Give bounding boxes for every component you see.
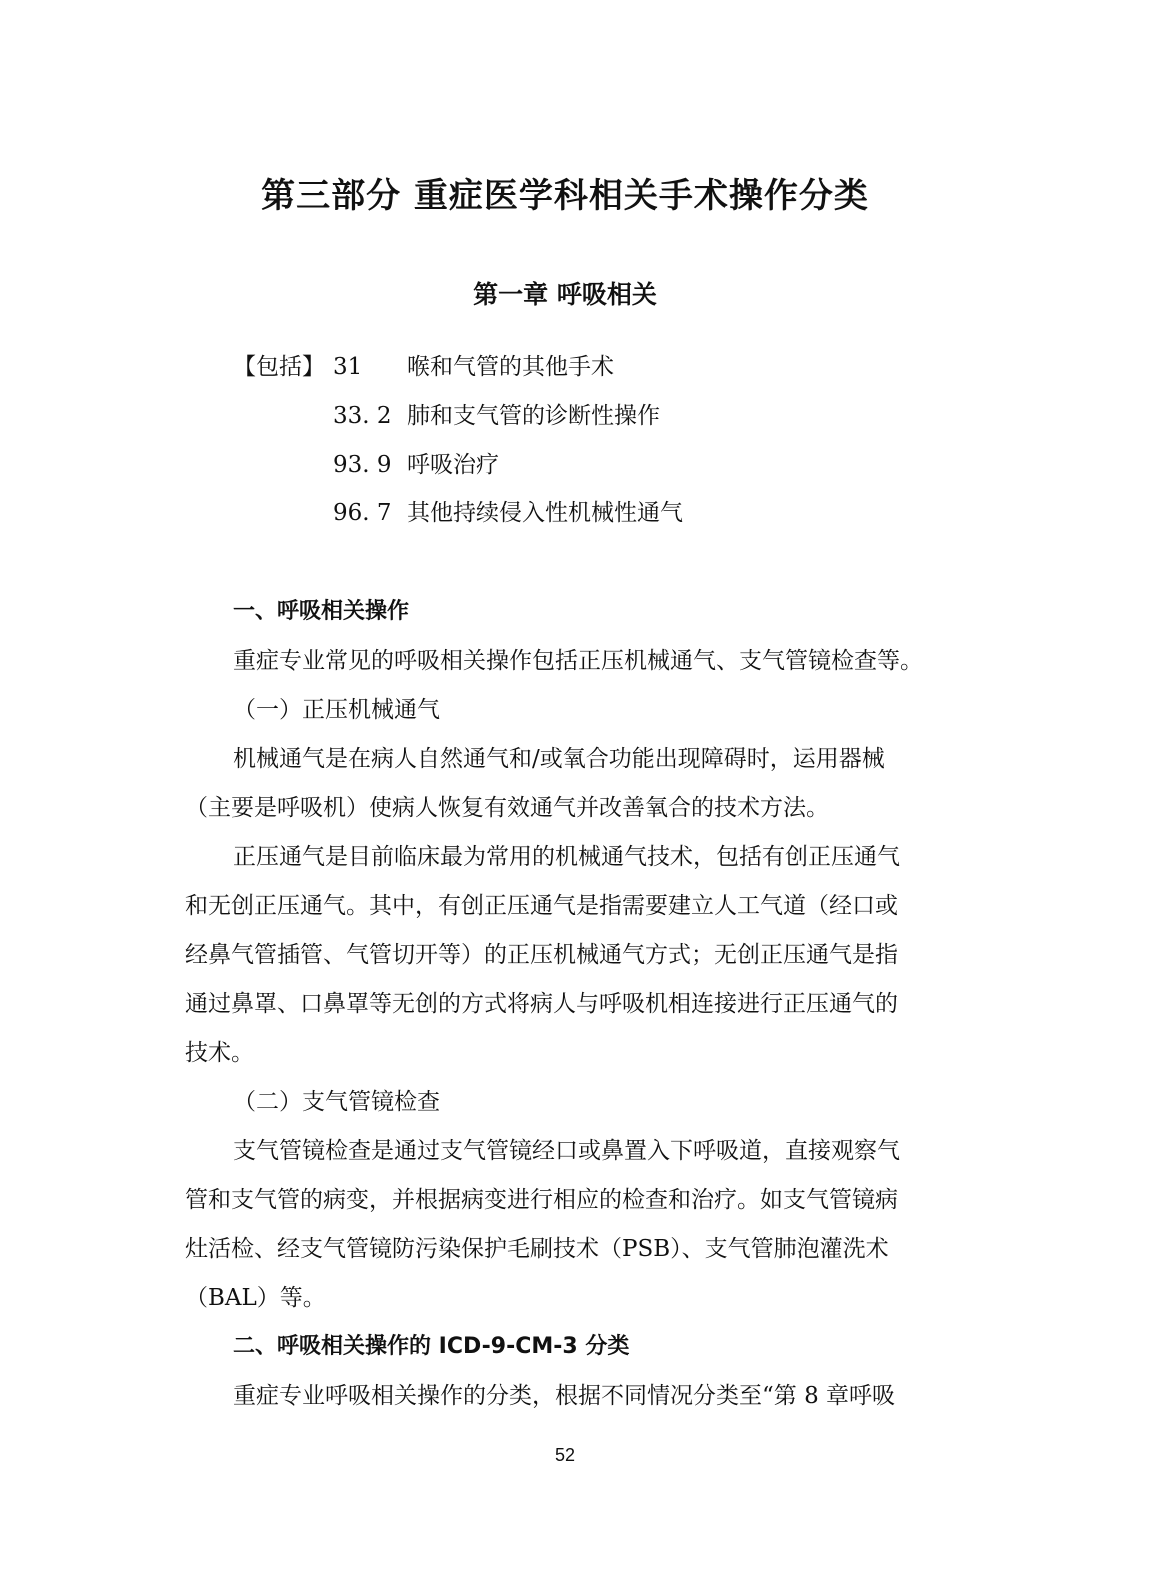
paragraph-line: （BAL）等。 xyxy=(185,1285,326,1311)
includes-description: 喉和气管的其他手术 xyxy=(407,354,614,380)
section-heading: 二、呼吸相关操作的 ICD-9-CM-3 分类 xyxy=(233,1334,630,1359)
paragraph-line: 正压通气是目前临床最为常用的机械通气技术，包括有创正压通气 xyxy=(233,844,900,870)
includes-code: 93. 9 xyxy=(333,452,392,478)
includes-code: 33. 2 xyxy=(333,403,392,429)
paragraph-line: 支气管镜检查是通过支气管镜经口或鼻置入下呼吸道，直接观察气 xyxy=(233,1138,900,1164)
paragraph-line: 灶活检、经支气管镜防污染保护毛刷技术（PSB）、支气管肺泡灌洗术 xyxy=(185,1236,889,1262)
paragraph-line: 重症专业常见的呼吸相关操作包括正压机械通气、支气管镜检查等。 xyxy=(233,648,923,674)
paragraph-line: 重症专业呼吸相关操作的分类，根据不同情况分类至“第 8 章呼吸 xyxy=(233,1383,896,1409)
includes-prefix: 【包括】 xyxy=(233,354,325,380)
includes-description: 肺和支气管的诊断性操作 xyxy=(407,403,660,429)
paragraph-line: （主要是呼吸机）使病人恢复有效通气并改善氧合的技术方法。 xyxy=(185,795,829,821)
includes-description: 其他持续侵入性机械性通气 xyxy=(407,500,683,526)
paragraph-line: 机械通气是在病人自然通气和/或氧合功能出现障碍时，运用器械 xyxy=(233,746,885,772)
paragraph-line: 经鼻气管插管、气管切开等）的正压机械通气方式；无创正压通气是指 xyxy=(185,942,898,968)
includes-description: 呼吸治疗 xyxy=(407,452,499,478)
includes-code: 96. 7 xyxy=(333,500,392,526)
subsection-heading: （二）支气管镜检查 xyxy=(233,1089,440,1115)
part-title: 第三部分 重症医学科相关手术操作分类 xyxy=(261,176,869,216)
paragraph-line: 管和支气管的病变，并根据病变进行相应的检查和治疗。如支气管镜病 xyxy=(185,1187,898,1213)
includes-code: 31 xyxy=(333,354,363,380)
page-number: 52 xyxy=(554,1445,576,1465)
paragraph-line: 通过鼻罩、口鼻罩等无创的方式将病人与呼吸机相连接进行正压通气的 xyxy=(185,991,898,1017)
paragraph-line: 和无创正压通气。其中，有创正压通气是指需要建立人工气道（经口或 xyxy=(185,893,898,919)
section-heading: 一、呼吸相关操作 xyxy=(233,599,410,624)
chapter-title: 第一章 呼吸相关 xyxy=(473,280,657,309)
subsection-heading: （一）正压机械通气 xyxy=(233,697,440,723)
paragraph-line: 技术。 xyxy=(185,1040,254,1066)
